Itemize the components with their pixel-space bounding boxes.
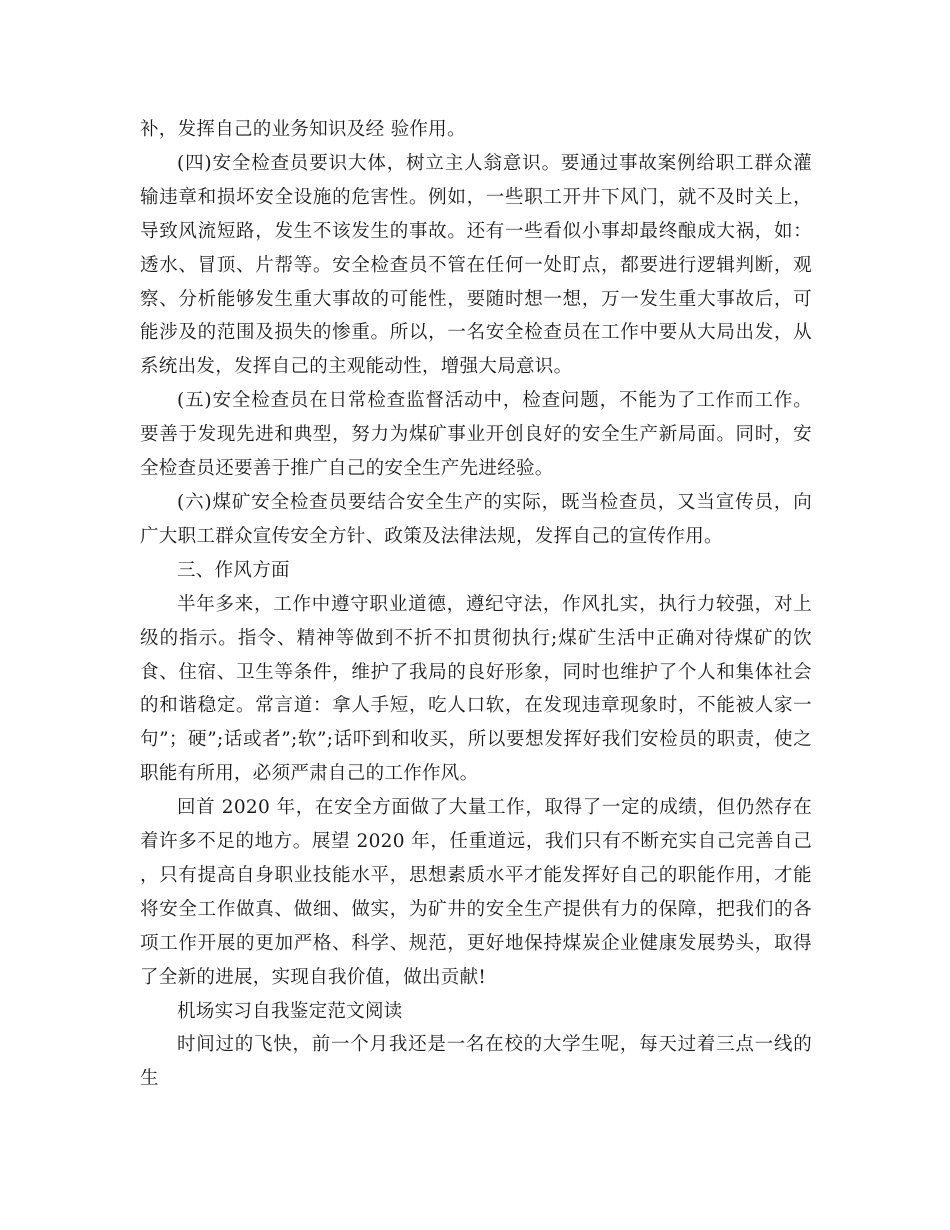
article-title: 机场实习自我鉴定范文阅读 [177,1000,403,1022]
paragraph-6: 回首 2020 年，在安全方面做了大量工作，取得了一定的成绩，但仍然存在着许多不足的地方。展望 2020 年，任重道远，我们只有不断充实自己完善自己 ，只有提高自身职业技能水平，思想素质水平才能发挥好自己的职能作用，才能将安全工作做真、做细、做实，为矿井的安全生产提供有力的保障，把我们的各项工作开展的更加严格、科学、规范，更好地保持煤炭企业健康发展势头，取得了全新的进展，实现自我价值，做出贡献! [140,797,812,988]
document-body [140,113,812,1096]
paragraph-3: (五)安全检查员在日常检查监督活动中，检查问题，不能为了工作而工作。要善于发现先进和典型，努力为煤矿事业开创良好的安全生产新局面。同时，安全检查员还要善于推广自己的安全生产先进经验。 [140,390,812,480]
paragraph-2: (四)安全检查员要识大体，树立主人翁意识。要通过事故案例给职工群众灌输违章和损坏安全设施的危害性。例如，一些职工开井下风门，就不及时关上，导致风流短路，发生不该发生的事故。还有一些看似小事却最终酿成大祸，如：透水、冒顶、片帮等。安全检查员不管在任何一处盯点，都要进行逻辑判断，观察、分析能够发生重大事故的可能性，要随时想一想，万一发生重大事故后，可能涉及的范围及损失的惨重。所以，一名安全检查员在工作中要从大局出发，从系统出发，发挥自己的主观能动性，增强大局意识。 [140,152,812,378]
paragraph-4: (六)煤矿安全检查员要结合安全生产的实际，既当检查员，又当宣传员，向广大职工群众宣传安全方针、政策及法律法规，发挥自己的宣传作用。 [140,491,812,547]
section-heading: 三、作风方面 [177,559,290,581]
paragraph-7: 时间过的飞快，前一个月我还是一名在校的大学生呢，每天过着三点一线的生 [140,1034,812,1090]
paragraph-1: 补，发挥自己的业务知识及经 验作用。 [140,119,466,140]
paragraph-5: 半年多来，工作中遵守职业道德，遵纪守法，作风扎实，执行力较强，对上级的指示。指令、精神等做到不折不扣贯彻执行;煤矿生活中正确对待煤矿的饮食、住宿、卫生等条件，维护了我局的良好形象，同时也维护了个人和集体社会的和谐稳定。常言道：拿人手短，吃人口软，在发现违章现象时，不能被人家一句”；硬”;话或者”;软”;话吓到和收买，所以要想发挥好我们安检员的职责，使之职能有所用，必须严肃自己的工作作风。 [140,593,812,785]
